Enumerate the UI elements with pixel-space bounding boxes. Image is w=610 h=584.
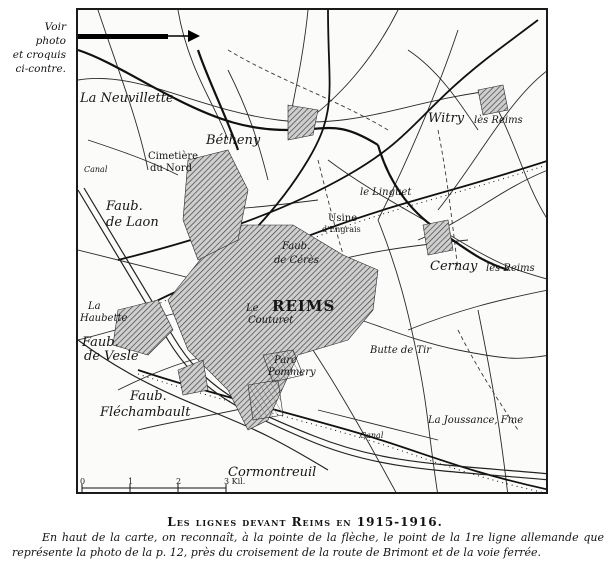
scale-label-0: 0 <box>80 477 86 486</box>
side-note-line: ci-contre. <box>15 63 66 75</box>
label-cernay: Cernay <box>430 259 478 274</box>
label-cimetiere-line1: Cimetière <box>148 151 199 162</box>
label-faub-de-vesle-line2: de Vesle <box>84 349 139 364</box>
label-parc-pommery-line2: Pommery <box>268 367 316 378</box>
label-parc-pommery-line1: Parc <box>274 355 297 366</box>
label-cimetiere-line2: du Nord <box>150 163 192 174</box>
scale-label-3: 3 Kil. <box>224 477 246 486</box>
label-usine-line1: Usine <box>328 213 358 224</box>
label-cernay-suffix: lès Reims <box>486 263 535 274</box>
scale-label-2: 2 <box>176 477 182 486</box>
label-faub-de-vesle-line1: Faub. <box>82 335 119 350</box>
label-canal-west: Canal <box>84 165 108 174</box>
label-witry-suffix: lès Reims <box>474 115 523 126</box>
map-frame <box>76 8 548 494</box>
label-le-couturet-line1: Le <box>246 303 259 314</box>
label-bethenny: Bétheny <box>206 133 261 148</box>
label-faub-flechambault-line1: Faub. <box>130 389 167 404</box>
label-faub-de-ceres-line1: Faub. <box>282 241 311 252</box>
scale-bar <box>82 484 226 492</box>
label-le-linguet: le Linguet <box>360 187 412 198</box>
figure-caption-title: Les lignes devant Reims en 1915-1916. <box>167 515 443 529</box>
figure-caption-title-wrap <box>0 511 610 530</box>
label-butte-de-tir: Butte de Tir <box>370 345 432 356</box>
figure-caption-text: En haut de la carte, on reconnaît, à la pointe de la flèche, le point de la 1re ligne allemande que représente la photo de la p. 12, près du croisement de la route de Brimont et de la voie ferrée. <box>12 531 604 559</box>
side-note <box>6 20 66 76</box>
label-faub-de-laon-line1: Faub. <box>106 199 143 214</box>
label-faub-de-laon-line2: de Laon <box>106 215 159 230</box>
pointer-arrow <box>78 30 200 42</box>
label-la-haubette-line2: Haubette <box>80 313 128 324</box>
side-note-line: Voir <box>44 21 66 33</box>
label-usine-line2: d'Engrais <box>322 225 361 234</box>
label-witry: Witry <box>428 111 465 126</box>
label-la-haubette-line1: La <box>88 301 101 312</box>
label-le-couturet-line2: Couturet <box>248 315 294 326</box>
label-reims: REIMS <box>272 297 336 315</box>
label-faub-flechambault-line2: Fléchambault <box>100 405 191 420</box>
scale-label-1: 1 <box>128 477 134 486</box>
label-faub-de-ceres-line2: de Cérès <box>274 255 319 266</box>
label-cormontreuil: Cormontreuil <box>228 465 317 480</box>
side-note-line: et croquis <box>12 49 66 61</box>
label-la-neuvillette: La Neuvillette <box>80 91 174 106</box>
label-la-joussance: La Joussance, Fme <box>428 415 524 426</box>
side-note-line: photo <box>35 35 66 47</box>
label-canal-south: Canal <box>360 431 384 440</box>
